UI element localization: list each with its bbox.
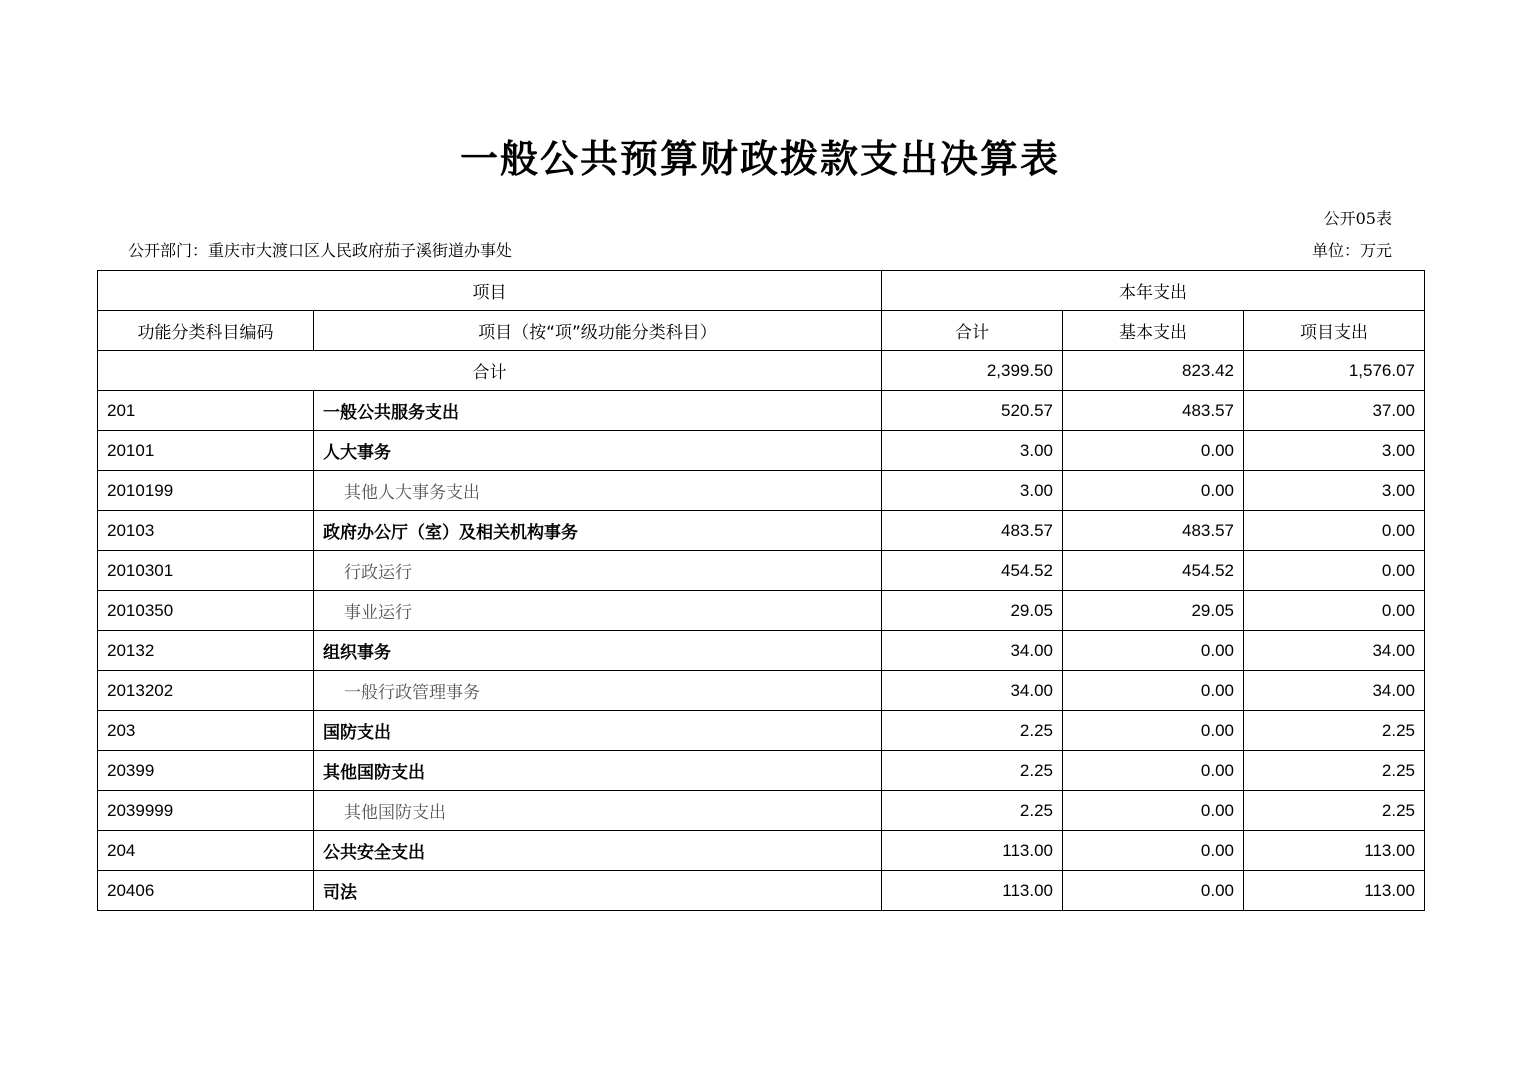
table-row <box>98 711 1425 751</box>
table-row <box>98 791 1425 831</box>
form-number: 公开05表 <box>1323 209 1392 228</box>
row-project: 0.00 <box>1244 591 1425 631</box>
row-total: 520.57 <box>882 391 1063 431</box>
row-total: 454.52 <box>882 551 1063 591</box>
header-row-1 <box>98 271 1425 311</box>
row-code: 203 <box>98 711 314 751</box>
row-name: 一般行政管理事务 <box>314 671 882 711</box>
row-basic: 0.00 <box>1063 471 1244 511</box>
total-row <box>98 351 1425 391</box>
row-project: 34.00 <box>1244 631 1425 671</box>
row-project: 0.00 <box>1244 511 1425 551</box>
total-amount: 2,399.50 <box>882 351 1063 391</box>
header-project: 项目 <box>98 271 882 311</box>
header-current-year: 本年支出 <box>882 271 1425 311</box>
row-code: 2010350 <box>98 591 314 631</box>
table-row <box>98 871 1425 911</box>
page-title: 一般公共预算财政拨款支出决算表 <box>459 137 1060 181</box>
table-row <box>98 671 1425 711</box>
table-row <box>98 551 1425 591</box>
table-row <box>98 591 1425 631</box>
department-label: 公开部门：重庆市大渡口区人民政府茄子溪街道办事处 <box>128 241 513 260</box>
table-row <box>98 391 1425 431</box>
row-name: 组织事务 <box>314 631 882 671</box>
row-code: 20132 <box>98 631 314 671</box>
header-basic: 基本支出 <box>1063 311 1244 351</box>
header-row-2 <box>98 311 1425 351</box>
row-project: 0.00 <box>1244 551 1425 591</box>
row-basic: 0.00 <box>1063 791 1244 831</box>
row-basic: 0.00 <box>1063 671 1244 711</box>
total-basic: 823.42 <box>1063 351 1244 391</box>
row-project: 34.00 <box>1244 671 1425 711</box>
row-code: 2010301 <box>98 551 314 591</box>
budget-table <box>97 270 1425 911</box>
row-total: 3.00 <box>882 471 1063 511</box>
row-name: 政府办公厅（室）及相关机构事务 <box>314 511 882 551</box>
total-project: 1,576.07 <box>1244 351 1425 391</box>
row-total: 2.25 <box>882 711 1063 751</box>
row-name: 人大事务 <box>314 431 882 471</box>
row-basic: 0.00 <box>1063 751 1244 791</box>
row-project: 3.00 <box>1244 431 1425 471</box>
row-name: 公共安全支出 <box>314 831 882 871</box>
table-row <box>98 831 1425 871</box>
unit-label: 单位：万元 <box>1311 241 1392 260</box>
row-total: 34.00 <box>882 671 1063 711</box>
row-basic: 0.00 <box>1063 431 1244 471</box>
row-total: 113.00 <box>882 871 1063 911</box>
row-basic: 0.00 <box>1063 711 1244 751</box>
row-basic: 0.00 <box>1063 831 1244 871</box>
row-name: 其他国防支出 <box>314 751 882 791</box>
row-code: 204 <box>98 831 314 871</box>
row-code: 2039999 <box>98 791 314 831</box>
row-name: 行政运行 <box>314 551 882 591</box>
row-name: 一般公共服务支出 <box>314 391 882 431</box>
row-total: 2.25 <box>882 791 1063 831</box>
row-basic: 483.57 <box>1063 391 1244 431</box>
row-code: 201 <box>98 391 314 431</box>
table-row <box>98 431 1425 471</box>
row-project: 37.00 <box>1244 391 1425 431</box>
row-name: 其他人大事务支出 <box>314 471 882 511</box>
row-code: 20406 <box>98 871 314 911</box>
row-project: 113.00 <box>1244 831 1425 871</box>
row-total: 2.25 <box>882 751 1063 791</box>
row-total: 483.57 <box>882 511 1063 551</box>
row-basic: 0.00 <box>1063 871 1244 911</box>
row-name: 其他国防支出 <box>314 791 882 831</box>
table-row <box>98 631 1425 671</box>
row-total: 113.00 <box>882 831 1063 871</box>
row-code: 2013202 <box>98 671 314 711</box>
header-total: 合计 <box>882 311 1063 351</box>
table-row <box>98 751 1425 791</box>
row-code: 20399 <box>98 751 314 791</box>
row-name: 司法 <box>314 871 882 911</box>
row-basic: 483.57 <box>1063 511 1244 551</box>
row-project: 113.00 <box>1244 871 1425 911</box>
row-code: 20103 <box>98 511 314 551</box>
table-row <box>98 511 1425 551</box>
row-total: 34.00 <box>882 631 1063 671</box>
row-basic: 29.05 <box>1063 591 1244 631</box>
header-item: 项目（按“项”级功能分类科目） <box>314 311 882 351</box>
row-basic: 0.00 <box>1063 631 1244 671</box>
row-project: 2.25 <box>1244 791 1425 831</box>
row-project: 2.25 <box>1244 751 1425 791</box>
row-total: 3.00 <box>882 431 1063 471</box>
row-name: 国防支出 <box>314 711 882 751</box>
header-code: 功能分类科目编码 <box>98 311 314 351</box>
row-project: 3.00 <box>1244 471 1425 511</box>
row-name: 事业运行 <box>314 591 882 631</box>
row-code: 20101 <box>98 431 314 471</box>
row-total: 29.05 <box>882 591 1063 631</box>
table-row <box>98 471 1425 511</box>
row-basic: 454.52 <box>1063 551 1244 591</box>
total-label: 合计 <box>98 351 882 391</box>
header-project-expense: 项目支出 <box>1244 311 1425 351</box>
row-project: 2.25 <box>1244 711 1425 751</box>
row-code: 2010199 <box>98 471 314 511</box>
